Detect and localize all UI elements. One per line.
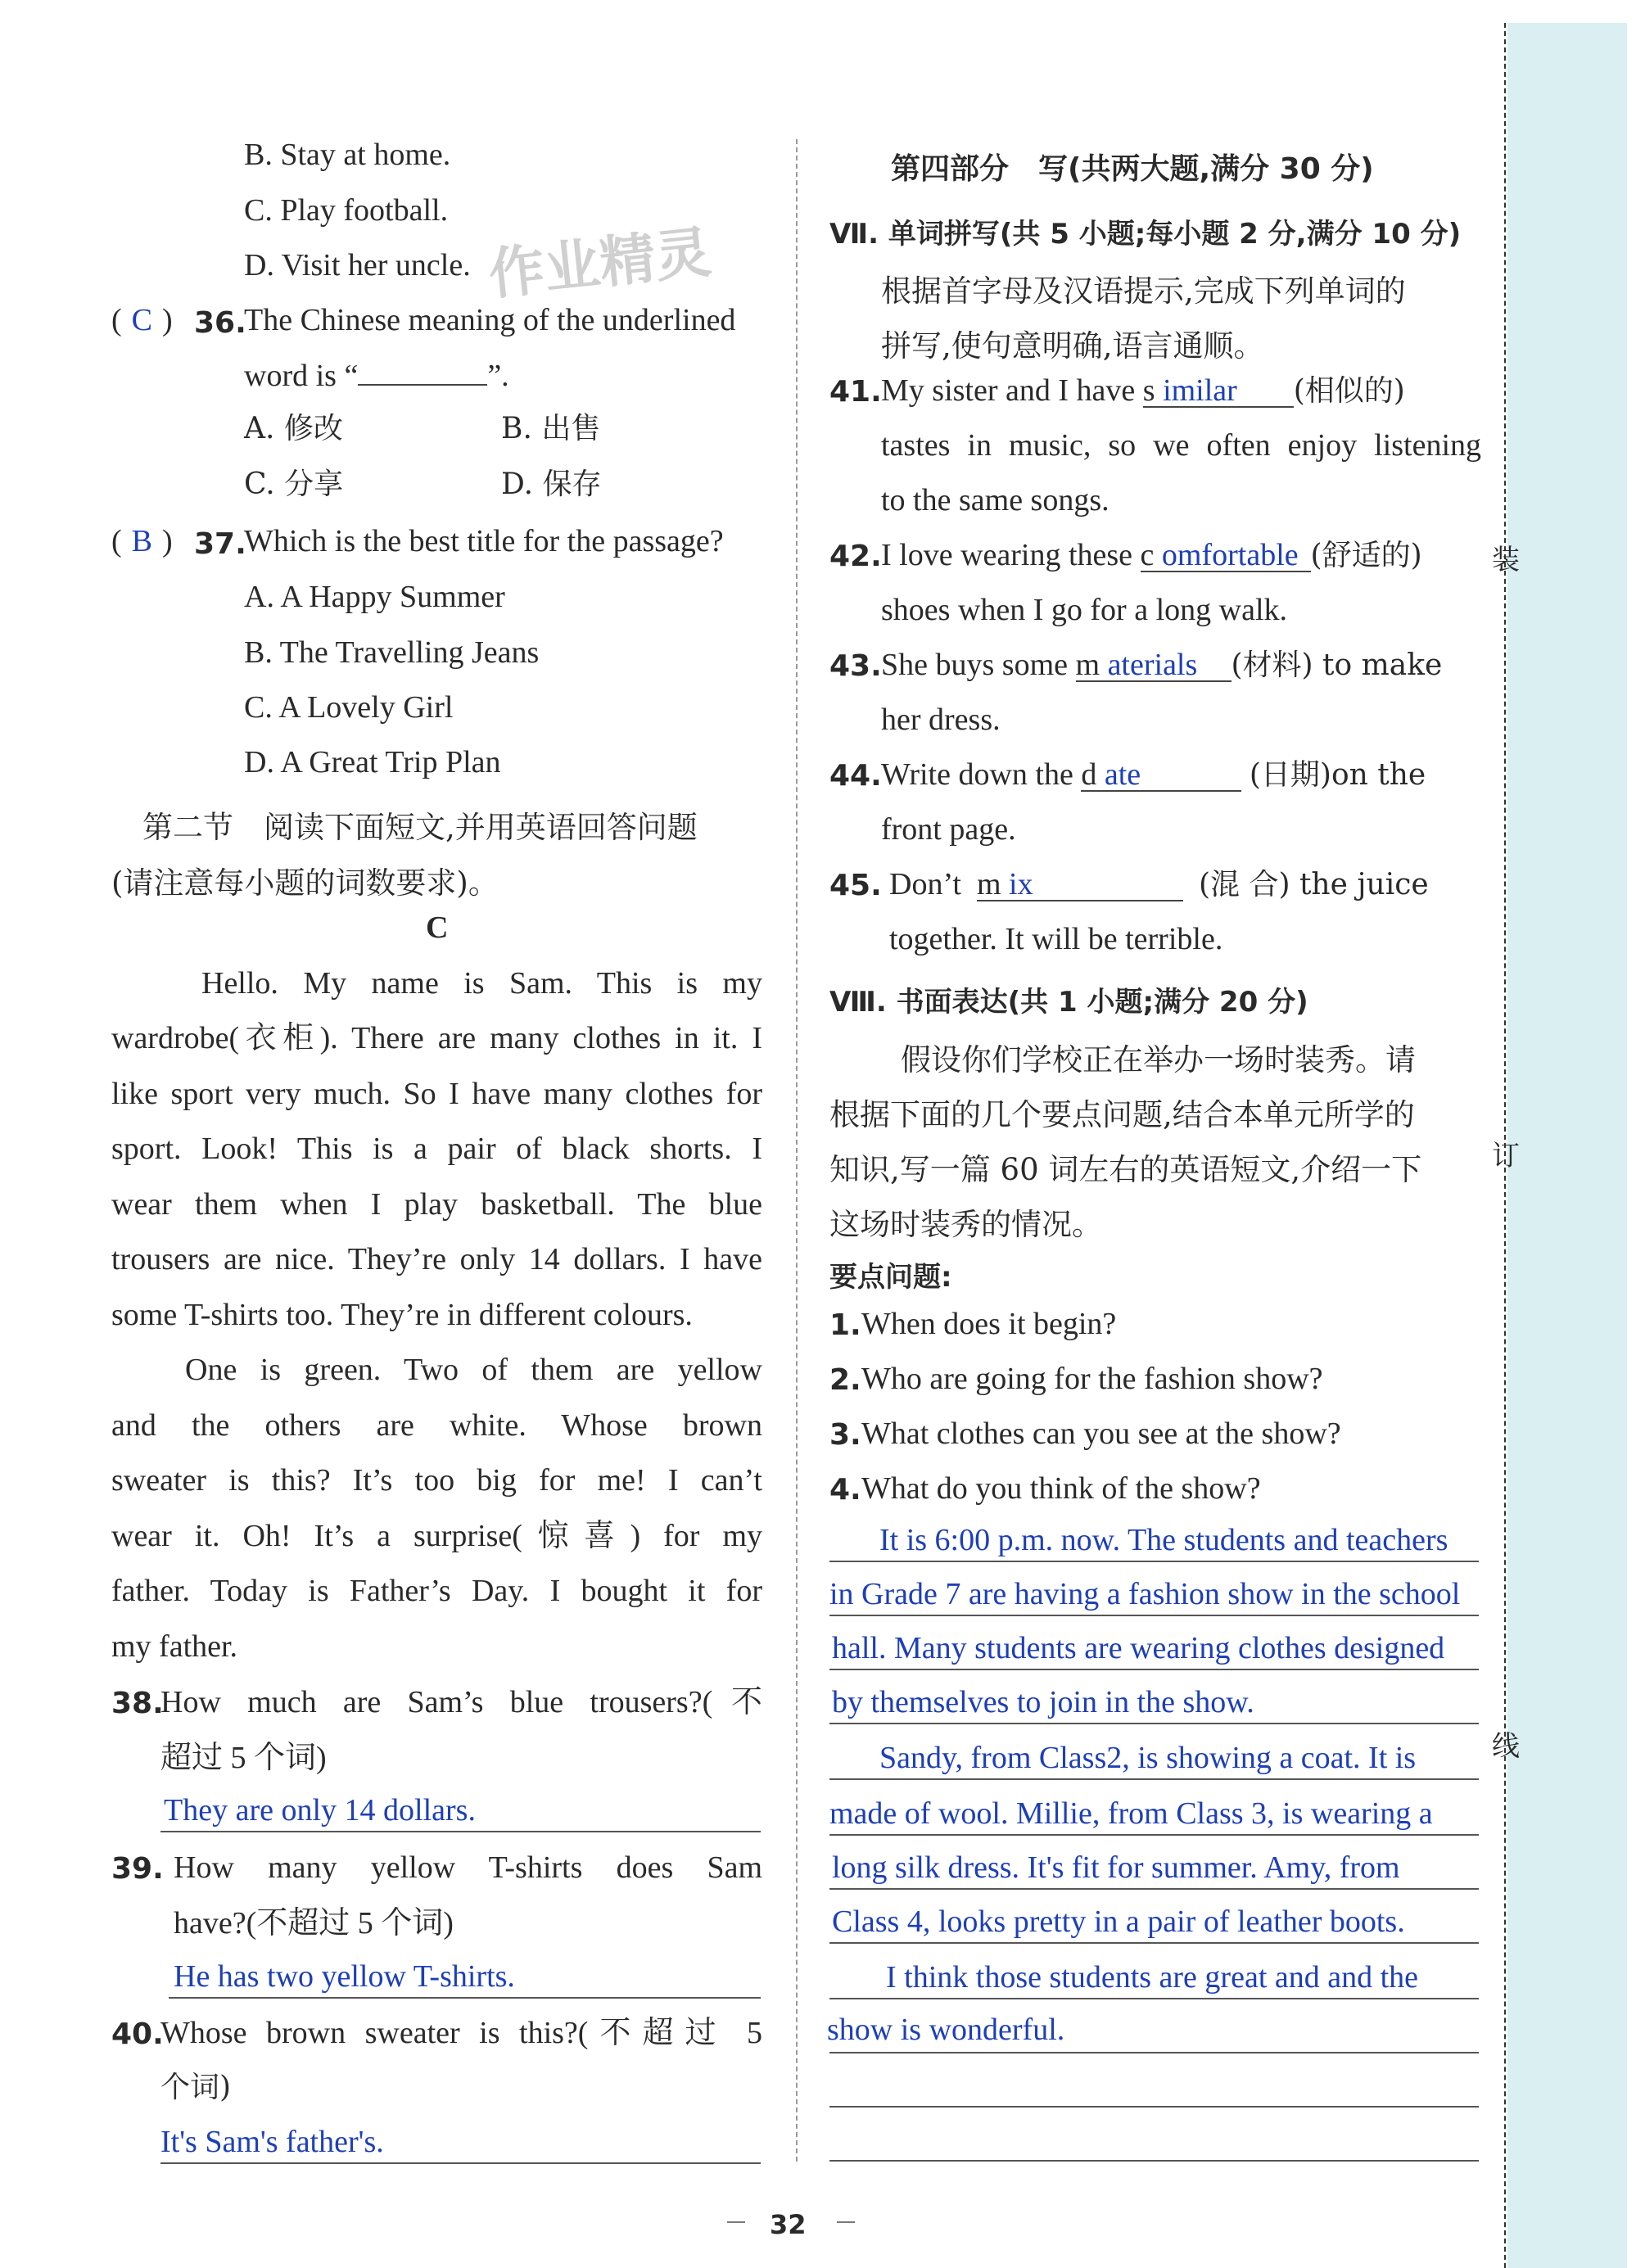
q36-answer-paren: ( C ) [111,303,173,337]
q44-line1 [881,759,1426,792]
essay-line: Sandy, from Class2, is showing a coat. It is [879,1741,1417,1775]
q36-question: The Chinese meaning of the underlined [244,303,736,337]
column-divider [796,139,798,2162]
q37-option-a: A. A Happy Summer [244,580,505,614]
q43-line1 [881,649,1442,682]
q42-line2: shoes when I go for a long walk. [881,593,1288,627]
writing-line [829,1561,1479,1562]
essay-line: by themselves to join in the show. [832,1685,1254,1719]
writing-line [829,1615,1479,1616]
q45-blank [977,869,1183,901]
q38-question-line2: 超过 5 个词) [160,1741,327,1775]
q37-number: 37. [194,527,246,561]
passage-line: wear them when I play basketball. The blue [111,1187,762,1222]
section8-text: 根据下面的几个要点问题,结合本单元所学的 [829,1097,1415,1132]
q40-answer-line [160,2162,761,2164]
passage-line: wardrobe(衣柜). There are many clothes in it. I [111,1021,762,1055]
essay-line: Class 4, looks pretty in a pair of leather boots. [832,1904,1405,1939]
section7-instruction-2: 拼写,使句意明确,语言通顺。 [881,328,1264,364]
q36-word-is: word is “ [244,359,359,393]
q44-number: 44. [829,759,882,793]
binding-char-ding: 订 [1492,1140,1520,1172]
q41-hint: (相似的) [1293,374,1405,408]
q37-answer-paren: ( B ) [111,524,173,558]
q36-blank [358,361,487,386]
q45-line2: together. It will be terrible. [889,922,1223,956]
passage-line: sport. Look! This is a pair of black shorts. I [111,1132,762,1166]
passage-line: like sport very much. So I have many clothes for [111,1077,762,1111]
q42-number: 42. [829,540,882,573]
q36-option-a: A. 修改 [244,412,343,445]
q41-line2: tastes in music, so we often enjoy listening [881,428,1481,463]
q42-initial: c [1140,538,1155,572]
essay-line: show is wonderful. [827,2013,1065,2047]
writing-line [829,1942,1479,1944]
q45-number: 45. [829,869,882,902]
essay-line: long silk dress. It's fit for summer. Amy, from [832,1850,1400,1885]
q36-question-line2 [244,360,509,391]
q41-stem: My sister and I have [881,373,1136,408]
q38-number: 38. [111,1687,164,1720]
passage-line: trousers are nice. They’re only 14 dollars. I have [111,1242,762,1276]
section2-note: (请注意每小题的词数要求)。 [111,865,499,901]
q42-answer: omfortable [1161,538,1299,572]
q39-question-line2: have?(不超过 5 个词) [174,1906,454,1940]
q35-option-d: D. Visit her uncle. [244,248,471,282]
q43-stem: She buys some [881,648,1068,682]
q42-blank [1141,540,1311,572]
passage-line: some T-shirts too. They’re in different colours. [111,1298,693,1332]
writing-line [829,1834,1479,1836]
key-points-title: 要点问题: [829,1261,952,1294]
watermark: 作业精灵 [486,219,715,308]
q39-answer-line [169,1997,761,1999]
q43-initial: m [1075,648,1100,682]
page-number: 32 [770,2209,807,2240]
q41-answer: imilar [1163,373,1237,408]
q35-option-b: B. Stay at home. [244,138,451,172]
q43-answer: aterials [1107,648,1198,682]
passage-line: Hello. My name is Sam. This is my [201,966,762,1001]
q40-question-line2: 个词) [160,2071,232,2104]
q42-stem: I love wearing these [881,538,1133,572]
q37-answer: B [131,524,153,558]
page-number-dash-left [727,2221,745,2223]
q43-number: 43. [829,649,882,683]
section8-title: Ⅷ. 书面表达(共 1 小题;满分 20 分) [829,986,1308,1019]
essay-line: in Grade 7 are having a fashion show in the school [829,1577,1461,1611]
q45-initial: m [976,867,1001,901]
q41-line3: to the same songs. [881,483,1109,517]
writing-line [829,1669,1479,1670]
point-number: 4. [829,1473,861,1507]
writing-line [829,1778,1479,1780]
passage-line: wear it. Oh! It’s a surprise(惊喜) for my [111,1519,762,1553]
q43-line2: her dress. [881,703,1001,737]
q45-hint: (混 合) the juice [1198,868,1429,901]
point-text: What do you think of the show? [861,1471,1261,1506]
q44-blank [1081,759,1241,792]
q37-question: Which is the best title for the passage? [244,524,724,558]
part4-title: 第四部分 写(共两大题,满分 30 分) [891,152,1374,186]
page-number-dash-right [837,2221,855,2223]
q41-initial: s [1142,373,1155,408]
writing-line [829,1888,1479,1890]
q38-answer: They are only 14 dollars. [164,1793,476,1828]
passage-line: One is green. Two of them are yellow [185,1353,762,1387]
q37-option-c: C. A Lovely Girl [244,690,454,725]
essay-line: hall. Many students are wearing clothes designed [832,1631,1445,1665]
q38-answer-line [160,1831,761,1832]
section8-text: 假设你们学校正在举办一场时装秀。请 [901,1042,1416,1078]
point-text: When does it begin? [861,1307,1117,1341]
q37-option-b: B. The Travelling Jeans [244,635,540,670]
essay-line: It is 6:00 p.m. now. The students and teachers [879,1523,1448,1557]
writing-line [829,2160,1479,2162]
point-number: 3. [829,1418,861,1452]
essay-line: made of wool. Millie, from Class 3, is wearing a [829,1796,1433,1831]
q36-number: 36. [194,306,246,340]
passage-letter: C [426,910,449,945]
q44-line2: front page. [881,812,1016,847]
point-text: Who are going for the fashion show? [861,1362,1323,1396]
q42-hint: (舒适的) [1310,539,1422,572]
point-number: 1. [829,1308,861,1342]
q36-option-c: C. 分享 [244,468,344,501]
section8-text: 这场时装秀的情况。 [829,1207,1102,1242]
q41-blank [1143,375,1294,408]
q35-option-c: C. Play football. [244,193,449,228]
section8-text: 知识,写一篇 60 词左右的英语短文,介绍一下 [829,1152,1422,1187]
q41-number: 41. [829,375,882,409]
q38-question: How much are Sam’s blue trousers?(不 [160,1685,762,1719]
section2-title: 第二节 阅读下面短文,并用英语回答问题 [142,810,698,845]
q39-number: 39. [111,1852,164,1886]
q42-line1 [881,540,1422,572]
q36-end-quote: ”. [487,359,509,393]
q36-answer: C [131,303,153,337]
q40-answer: It's Sam's father's. [160,2125,384,2159]
q39-answer: He has two yellow T-shirts. [174,1959,515,1994]
section7-title: Ⅶ. 单词拼写(共 5 小题;每小题 2 分,满分 10 分) [829,218,1462,251]
passage-line: my father. [111,1629,238,1664]
q40-question: Whose brown sweater is this?(不超过 5 [160,2016,762,2050]
q41-line1 [881,375,1405,408]
q36-option-d: D. 保存 [501,468,602,501]
point-text: What clothes can you see at the show? [861,1416,1341,1451]
section7-instruction: 根据首字母及汉语提示,完成下列单词的 [881,273,1406,309]
binding-margin [1507,23,1627,2268]
binding-char-xian: 线 [1492,1730,1520,1763]
q43-blank [1076,649,1232,682]
q40-number: 40. [111,2017,164,2051]
binding-char-zhuang: 装 [1492,544,1520,576]
q45-stem: Don’t [889,867,961,901]
q45-line1 [889,869,1429,901]
writing-line [829,1723,1479,1724]
passage-line: sweater is this? It’s too big for me! I can’t [111,1463,762,1498]
q43-hint: (材料) to make [1231,648,1443,682]
passage-line: and the others are white. Whose brown [111,1408,762,1443]
q36-option-b: B. 出售 [501,412,601,445]
q44-stem: Write down the [881,757,1073,792]
q44-hint: (日期)on the [1249,758,1426,792]
q44-initial: d [1081,757,1097,792]
writing-line [829,1998,1479,1999]
writing-line [829,2052,1479,2053]
point-number: 2. [829,1363,861,1397]
passage-line: father. Today is Father’s Day. I bought it for [111,1574,762,1608]
q39-question: How many yellow T-shirts does Sam [174,1850,762,1885]
q45-answer: ix [1009,867,1033,901]
essay-line: I think those students are great and and the [886,1960,1419,1995]
q37-option-d: D. A Great Trip Plan [244,745,501,779]
q44-answer: ate [1104,757,1141,792]
writing-line [829,2106,1479,2108]
